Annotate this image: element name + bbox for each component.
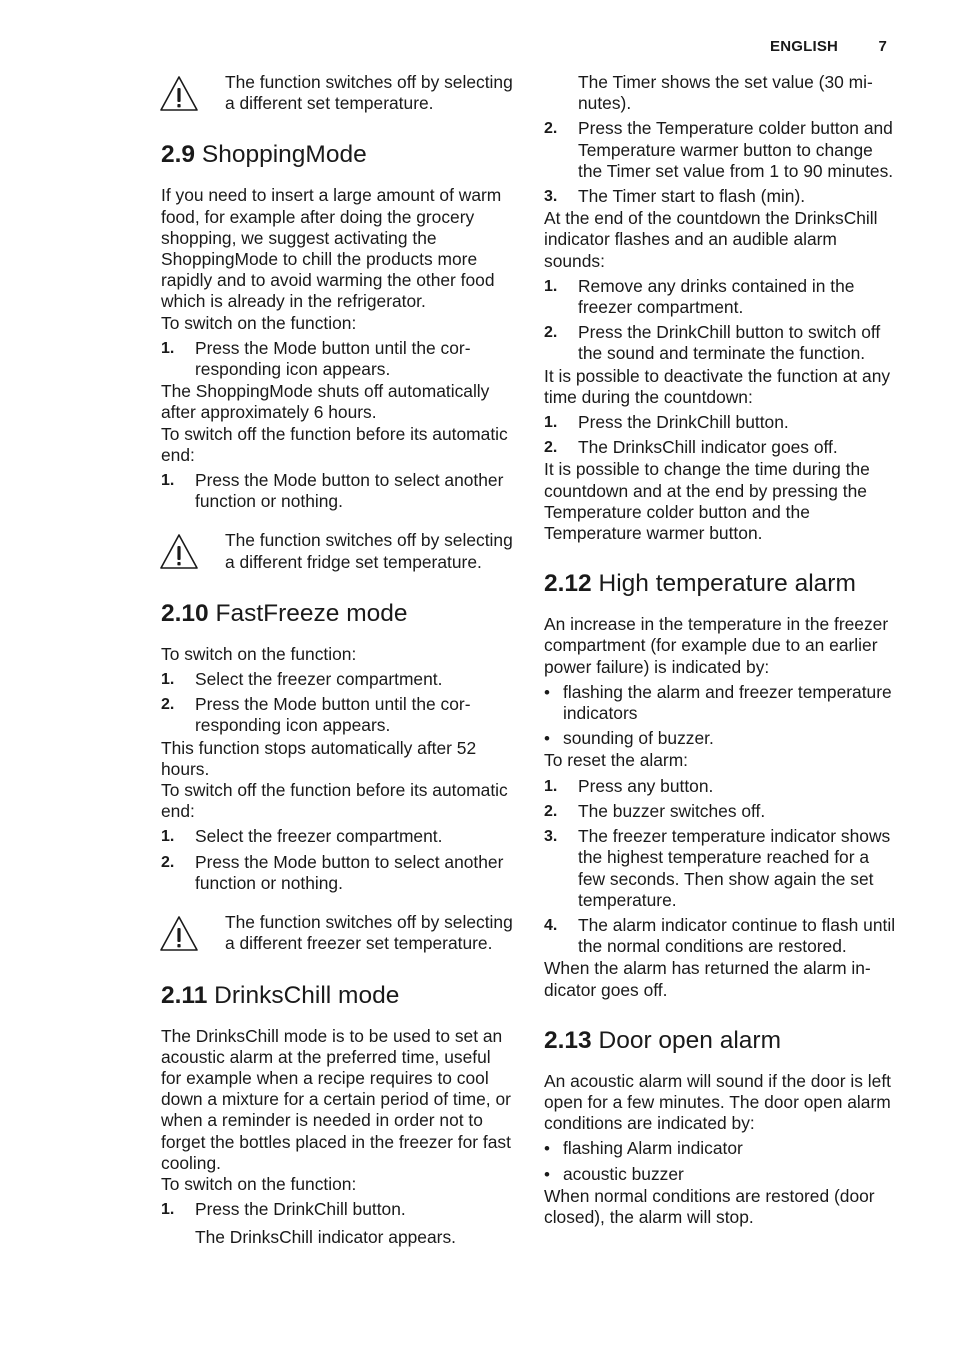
- section-number: 2.13: [544, 1026, 592, 1054]
- bullet-text: flashing Alarm indicator: [563, 1138, 743, 1159]
- list-item: [161, 826, 513, 847]
- bullet-item: [544, 1164, 896, 1185]
- step-number: 2.: [544, 324, 558, 342]
- bullet-text: flashing the alarm and freezer temperature indicators: [563, 681, 892, 724]
- paragraph: To switch on the function:: [161, 1173, 357, 1194]
- paragraph: This function stops automatically after 52 hours.: [161, 737, 477, 779]
- list-item: [161, 1199, 513, 1220]
- paragraph: An increase in the temperature in the freezer compartment (for example due to an earlier power failure) is indicated by:: [544, 614, 889, 677]
- paragraph: To switch off the function before its automatic end:: [161, 423, 508, 465]
- section-title: DrinksChill mode: [214, 981, 400, 1009]
- warning-text: The function switches off by selecting a different freezer set temperature.: [225, 912, 513, 954]
- list-item: [544, 276, 896, 318]
- step-number: 1.: [161, 828, 175, 846]
- bullet-text: sounding of buzzer.: [563, 728, 714, 749]
- section-title: Door open alarm: [598, 1026, 781, 1054]
- step-text: Press any button.: [578, 775, 714, 796]
- step-number: 2.: [161, 696, 175, 714]
- step-text: The freezer temperature indicator shows the highest temperature reached for a few seconds. Then show again the set temperature.: [578, 826, 891, 910]
- step-text: The buzzer switches off.: [578, 800, 766, 821]
- list-item: [544, 412, 896, 433]
- section-heading: [161, 600, 513, 628]
- step-text: The Timer start to flash (min).: [578, 186, 806, 207]
- step-text: Press the DrinkChill button to switch off the sound and terminate the function.: [578, 322, 881, 364]
- section-title: ShoppingMode: [201, 141, 367, 169]
- section-heading: [544, 570, 896, 598]
- section-heading: [161, 982, 513, 1010]
- section-number: 2.11: [161, 981, 208, 1009]
- paragraph: To switch on the function:: [161, 312, 357, 333]
- step-text: Press the Mode button until the corresponding icon appears.: [195, 337, 471, 380]
- bullet-item: [544, 682, 896, 724]
- paragraph: It is possible to change the time during the countdown and at the end by pressing the Temperature colder button and the Temperature warmer button.: [544, 459, 870, 544]
- bullet-marker: •: [544, 1139, 550, 1159]
- step-text: Press the Temperature colder button and Temperature warmer button to change the Timer set value from 1 to 90 minutes.: [578, 118, 894, 181]
- step-text: The DrinksChill indicator goes off.: [578, 437, 838, 458]
- bullet-text: acoustic buzzer: [563, 1163, 684, 1184]
- section-title: FastFreeze mode: [215, 599, 408, 627]
- left-column: [161, 72, 513, 1249]
- list-item: [544, 776, 896, 797]
- list-item: [544, 322, 896, 364]
- step-subtext: The Timer shows the set value (30 minutes).: [578, 72, 873, 114]
- section-heading: [544, 1027, 896, 1055]
- list-item: [161, 852, 513, 894]
- step-number: 3.: [544, 828, 558, 846]
- list-item: [161, 669, 513, 690]
- list-item: [544, 915, 896, 957]
- step-text: Press the DrinkChill button.: [578, 412, 789, 433]
- step-number: 3.: [544, 188, 558, 206]
- paragraph: To reset the alarm:: [544, 750, 689, 771]
- bullet-item: [544, 1138, 896, 1159]
- paragraph: To switch off the function before its automatic end:: [161, 780, 508, 822]
- step-number: 1.: [544, 277, 558, 295]
- warning-icon: [158, 74, 200, 114]
- bullet-item: [544, 728, 896, 749]
- list-item: [161, 694, 513, 736]
- list-item: [544, 801, 896, 822]
- list-item: [161, 470, 513, 512]
- page-number: 7: [878, 38, 887, 55]
- step-text: Press the Mode button to select another function or nothing.: [195, 851, 504, 893]
- bullet-marker: •: [544, 682, 550, 702]
- step-number: 1.: [161, 671, 175, 689]
- warning-icon: [158, 532, 200, 572]
- section-number: 2.12: [544, 570, 592, 598]
- warning-text: The function switches off by selecting a different fridge set temperature.: [225, 530, 513, 572]
- step-text: The alarm indicator continue to flash until the normal conditions are restored.: [578, 914, 896, 957]
- paragraph: At the end of the countdown the DrinksChill indicator flashes and an audible alarm sounds:: [544, 208, 878, 271]
- section-heading: [161, 141, 513, 169]
- step-number: 4.: [544, 916, 558, 934]
- step-number: 2.: [544, 802, 558, 820]
- header-language: ENGLISH: [770, 38, 839, 55]
- bullet-marker: •: [544, 729, 550, 749]
- section-number: 2.10: [161, 599, 209, 627]
- page-header: [734, 38, 887, 55]
- paragraph: The DrinksChill mode is to be used to set an acoustic alarm at the preferred time, useful for example when a recipe requires to cool down a mixture for a certain period of time, or when a reminder is needed in order not to forget the bottles placed in the freezer for fast cooling.: [161, 1025, 511, 1173]
- paragraph: To switch on the function:: [161, 643, 357, 664]
- paragraph: When normal conditions are restored (door closed), the alarm will stop.: [544, 1185, 875, 1227]
- paragraph: If you need to insert a large amount of warm food, for example after doing the grocery shopping, we suggest activating the ShoppingMode to chill the products more rapidly and to avoid warming the other food which is already in the refrigerator.: [161, 185, 502, 312]
- step-text: Press the DrinkChill button.: [195, 1199, 406, 1220]
- right-column: [544, 72, 896, 1228]
- section-number: 2.9: [161, 141, 196, 169]
- step-number: 2.: [544, 439, 558, 457]
- bullet-marker: •: [544, 1164, 550, 1184]
- paragraph: The ShoppingMode shuts off automatically after approximately 6 hours.: [161, 381, 490, 423]
- step-number: 1.: [161, 339, 175, 357]
- list-item: [544, 826, 896, 911]
- paragraph: An acoustic alarm will sound if the door is left open for a few minutes. The door open alarm conditions are indicated by:: [544, 1070, 892, 1134]
- warning-text: The function switches off by selecting a different set temperature.: [225, 72, 513, 114]
- list-item: [544, 437, 896, 458]
- list-item: [544, 118, 896, 182]
- step-number: 1.: [161, 1201, 175, 1219]
- step-number: 1.: [544, 414, 558, 432]
- step-number: 2.: [544, 120, 558, 138]
- step-number: 1.: [161, 472, 175, 490]
- section-title: High temperature alarm: [598, 570, 856, 598]
- step-subtext: The DrinksChill indicator appears.: [195, 1227, 456, 1248]
- warning-note: [161, 72, 513, 114]
- list-item: [544, 186, 896, 207]
- paragraph: When the alarm has returned the alarm indicator goes off.: [544, 958, 871, 1000]
- step-text: Remove any drinks contained in the freezer compartment.: [578, 275, 855, 318]
- paragraph: It is possible to deactivate the function at any time during the countdown:: [544, 365, 891, 407]
- step-number: 1.: [544, 777, 558, 795]
- warning-note: [161, 530, 513, 572]
- step-text: Select the freezer compartment.: [195, 826, 443, 847]
- step-text: Press the Mode button to select another function or nothing.: [195, 470, 504, 512]
- warning-note: [161, 912, 513, 954]
- step-text: Press the Mode button until the corresponding icon appears.: [195, 694, 471, 736]
- list-item: [161, 338, 513, 380]
- step-text: Select the freezer compartment.: [195, 669, 443, 690]
- warning-icon: [158, 914, 200, 954]
- step-number: 2.: [161, 853, 175, 871]
